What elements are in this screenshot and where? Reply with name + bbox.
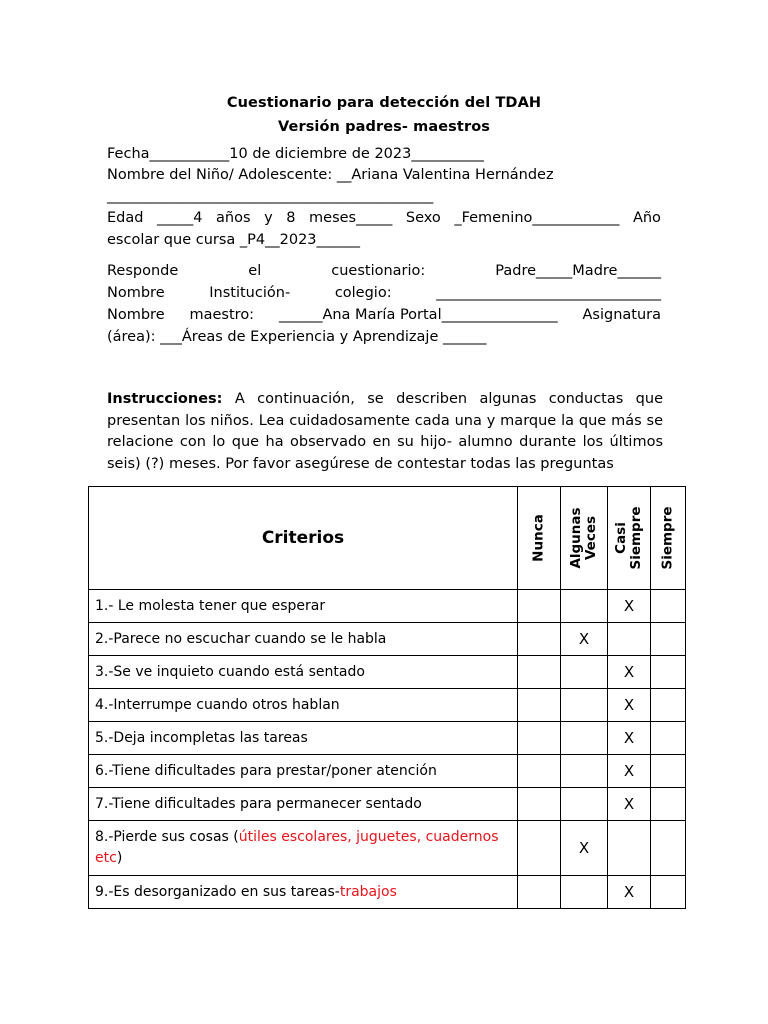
edad-word: y — [264, 210, 273, 226]
asignatura-label: Asignatura — [582, 307, 661, 323]
table-row — [89, 722, 686, 755]
algunas-veces-label — [569, 507, 599, 568]
mark-casi-siempre[interactable]: X — [608, 722, 651, 755]
mark-algunas-veces[interactable] — [561, 590, 608, 623]
mark-casi-siempre[interactable] — [608, 623, 651, 656]
mark-nunca[interactable] — [518, 590, 561, 623]
algunas-veces-header — [561, 487, 608, 590]
mark-algunas-veces[interactable] — [561, 722, 608, 755]
mark-siempre[interactable] — [651, 722, 686, 755]
algunas-label-line: Algunas — [568, 507, 584, 569]
mark-nunca[interactable] — [518, 876, 561, 909]
mark-casi-siempre[interactable]: X — [608, 689, 651, 722]
sexo-value: _Femenino____________ — [454, 210, 620, 226]
responde-word: cuestionario: — [331, 263, 426, 279]
criterion-text — [89, 876, 518, 909]
criterion-text: 4.-Interrumpe cuando otros hablan — [89, 689, 518, 722]
mark-siempre[interactable] — [651, 656, 686, 689]
siempre-header — [651, 487, 686, 590]
table-row — [89, 755, 686, 788]
area-line: (área): ___Áreas de Experiencia y Aprendizaje ______ — [107, 329, 487, 345]
nombre-line: Nombre del Niño/ Adolescente: __Ariana Valentina Hernández — [107, 167, 554, 183]
sexo-label: Sexo — [405, 210, 441, 226]
criterion-text-highlight: trabajos — [339, 883, 397, 900]
criterion-text-part: 9.-Es desorganizado en sus tareas- — [95, 883, 340, 900]
table-row — [89, 821, 686, 876]
table-row — [89, 876, 686, 909]
table-row — [89, 689, 686, 722]
nombre-continuation-line: _____________________________________________ — [107, 188, 434, 204]
table-row — [89, 623, 686, 656]
maestro-line — [107, 304, 661, 326]
mark-siempre[interactable] — [651, 788, 686, 821]
document-subtitle: Versión padres- maestros — [277, 119, 490, 135]
nunca-label: Nunca — [530, 514, 547, 562]
casi-siempre-label — [614, 506, 644, 569]
mark-nunca[interactable] — [518, 821, 561, 876]
mark-algunas-veces[interactable] — [561, 656, 608, 689]
instructions-text: A continuación, se describen algunas conductas que presentan los niños. Lea cuidadosamente cada una y marque la que más se relacione con lo que ha observado en su hijo- alumno durante los últimos seis) (?) meses. Por favor asegúrese de contestar todas las preguntas — [107, 391, 663, 473]
institucion-word: colegio: — [334, 285, 392, 301]
casi-siempre-header — [608, 487, 651, 590]
edad-sexo-line — [107, 207, 661, 229]
mark-algunas-veces[interactable] — [561, 876, 608, 909]
mark-siempre[interactable] — [651, 821, 686, 876]
mark-casi-siempre[interactable]: X — [608, 876, 651, 909]
criterios-header: Criterios — [89, 487, 518, 590]
table-header-row — [89, 487, 686, 590]
mark-nunca[interactable] — [518, 788, 561, 821]
maestro-word: Nombre — [107, 307, 165, 323]
fecha-line: Fecha___________10 de diciembre de 2023__________ — [107, 146, 484, 162]
criterion-text: 7.-Tiene dificultades para permanecer sentado — [89, 788, 518, 821]
nunca-header — [518, 487, 561, 590]
institucion-line — [107, 282, 661, 304]
mark-algunas-veces[interactable]: X — [561, 821, 608, 876]
mark-nunca[interactable] — [518, 755, 561, 788]
responde-word: Responde — [107, 263, 179, 279]
mark-nunca[interactable] — [518, 722, 561, 755]
ano-label: Año — [632, 210, 661, 226]
mark-siempre[interactable] — [651, 623, 686, 656]
edad-word: años — [216, 210, 251, 226]
mark-siempre[interactable] — [651, 876, 686, 909]
table-row — [89, 590, 686, 623]
casi-label-line: Casi — [613, 522, 629, 554]
criterion-text-part: 8.-Pierde sus cosas ( — [95, 829, 239, 845]
mark-nunca[interactable] — [518, 689, 561, 722]
mark-casi-siempre[interactable]: X — [608, 788, 651, 821]
criterion-text — [89, 821, 518, 876]
table-row — [89, 788, 686, 821]
institucion-value: _______________________________ — [436, 285, 661, 301]
mark-casi-siempre[interactable]: X — [608, 590, 651, 623]
mark-siempre[interactable] — [651, 590, 686, 623]
criteria-table — [88, 486, 686, 909]
institucion-word: Institución- — [209, 285, 291, 301]
criterion-text: 2.-Parece no escuchar cuando se le habla — [89, 623, 518, 656]
table-row — [89, 656, 686, 689]
responde-line — [107, 260, 661, 282]
criterion-text-highlight: útiles escolares, juguetes, cuadernos etc — [95, 829, 499, 866]
maestro-word: maestro: — [189, 307, 255, 323]
mark-siempre[interactable] — [651, 755, 686, 788]
criterion-text: 1.- Le molesta tener que esperar — [89, 590, 518, 623]
escolar-line: escolar que cursa _P4__2023______ — [107, 232, 361, 248]
instructions-paragraph — [107, 389, 663, 476]
document-title: Cuestionario para detección del TDAH — [226, 95, 542, 111]
mark-casi-siempre[interactable]: X — [608, 656, 651, 689]
veces-label-line: Veces — [583, 515, 599, 561]
maestro-value: ______Ana María Portal________________ — [278, 307, 558, 323]
siempre-label: Siempre — [659, 506, 676, 570]
siempre-label-line: Siempre — [628, 506, 644, 570]
mark-algunas-veces[interactable]: X — [561, 623, 608, 656]
institucion-word: Nombre — [107, 285, 165, 301]
criterion-text: 5.-Deja incompletas las tareas — [89, 722, 518, 755]
mark-algunas-veces[interactable] — [561, 689, 608, 722]
criterion-text-part: ) — [116, 850, 123, 866]
padre-madre-value: Padre_____Madre______ — [495, 263, 661, 279]
mark-nunca[interactable] — [518, 656, 561, 689]
instructions-label: Instrucciones: — [107, 391, 223, 407]
edad-word: 8 — [286, 210, 296, 226]
edad-word: Edad — [107, 210, 144, 226]
responde-word: el — [248, 263, 262, 279]
mark-nunca[interactable] — [518, 623, 561, 656]
mark-casi-siempre[interactable]: X — [608, 755, 651, 788]
mark-siempre[interactable] — [651, 689, 686, 722]
edad-word: meses_____ — [309, 210, 393, 226]
mark-algunas-veces[interactable] — [561, 755, 608, 788]
criterion-text: 3.-Se ve inquieto cuando está sentado — [89, 656, 518, 689]
mark-casi-siempre[interactable] — [608, 821, 651, 876]
mark-algunas-veces[interactable] — [561, 788, 608, 821]
edad-value: _____4 — [157, 210, 203, 226]
criterion-text: 6.-Tiene dificultades para prestar/poner atención — [89, 755, 518, 788]
